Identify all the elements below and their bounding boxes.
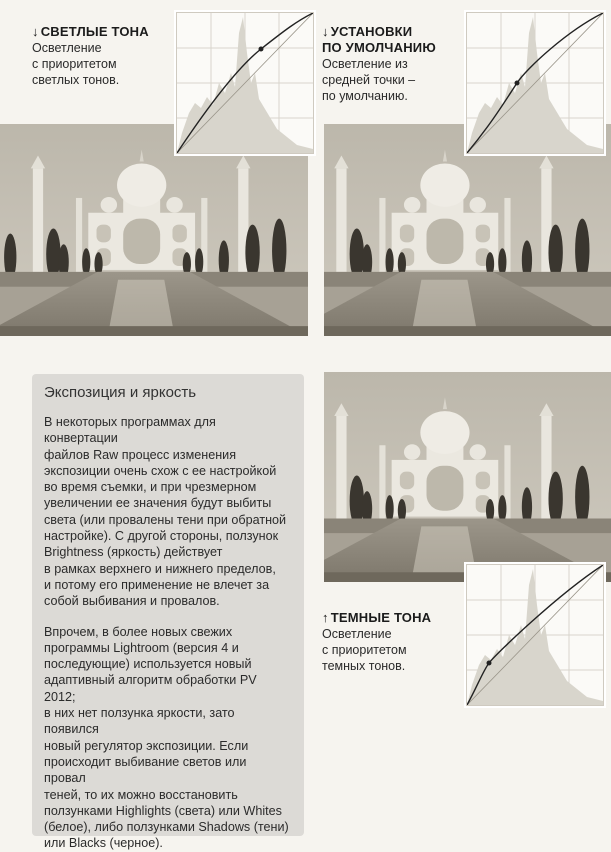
caption-defaults-title: ↓ УСТАНОВКИ ПО УМОЛЧАНИЮ <box>322 24 436 55</box>
sidebar-title: Экспозиция и яркость <box>44 384 197 401</box>
caption-defaults <box>322 24 472 104</box>
sidebar-paragraph-2: Впрочем, в более новых свежих программы Lightroom (версия 4 и последующие) используется новый адаптивный алгоритм обработки PV 2012; в них нет ползунка яркости, зато появился новый регулятор экспозиции. Если происходит выбивание светов или провал теней, то их можно восстановить ползунками Highlights (света) или Whites (белое), либо ползунками Shadows (тени) или Blacks (черное). <box>44 624 289 851</box>
photo-shadows <box>324 372 611 582</box>
tone-curve-shadows <box>466 564 604 706</box>
sidebar-exposure-brightness <box>32 374 304 851</box>
arrow-down-icon: ↓ <box>322 24 329 39</box>
arrow-up-icon: ↑ <box>322 610 329 625</box>
caption-defaults-body: Осветление из средней точки – по умолчанию. <box>322 57 416 103</box>
caption-shadows <box>322 610 462 674</box>
tone-curve-highlights <box>176 12 314 154</box>
sidebar-paragraph-1: В некоторых программах для конвертации файлов Raw процесс изменения экспозиции очень схож с ее настройкой во время съемки, и при чрезмерном увеличении ее значения будут выбиты света (или провалены тени при обратной настройке). С другой стороны, ползунок Brightness (яркость) действует в рамках верхнего и нижнего пределов, и потому его применение не влечет за собой выбивания и провалов. <box>44 415 287 609</box>
caption-shadows-title: ↑ ТЕМНЫЕ ТОНА <box>322 610 432 625</box>
caption-shadows-body: Осветление с приоритетом темных тонов. <box>322 627 407 673</box>
photo-defaults <box>324 124 611 336</box>
tone-curve-defaults <box>466 12 604 154</box>
caption-highlights-body: Осветление с приоритетом светлых тонов. <box>32 41 120 87</box>
caption-highlights <box>32 24 172 88</box>
caption-highlights-title: ↓ СВЕТЛЫЕ ТОНА <box>32 24 149 39</box>
arrow-down-icon: ↓ <box>32 24 39 39</box>
photo-highlights <box>0 124 308 336</box>
